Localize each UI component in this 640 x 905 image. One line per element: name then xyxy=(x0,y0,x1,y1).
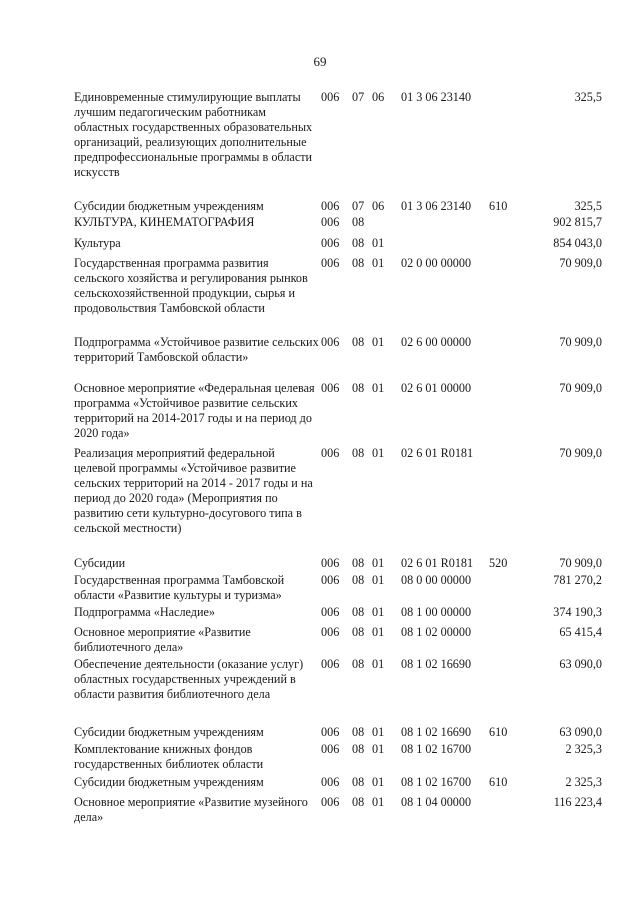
rz-code: 08 xyxy=(352,573,365,587)
csr-code: 08 1 02 16690 xyxy=(401,725,472,739)
pr-code: 01 xyxy=(372,605,385,619)
vr-code: 610 xyxy=(489,775,508,789)
vr-code: 610 xyxy=(489,199,508,213)
row-description: Единовременные стимулирующие выплаты лучшим педагогическим работникам областных государственных образовательных организаций, реализующих дополнительные предпрофессиональные программы в области искусств xyxy=(74,90,313,179)
table-row xyxy=(0,657,640,701)
table-row xyxy=(0,199,640,215)
row-description: Основное мероприятие «Развитие музейного дела» xyxy=(74,795,308,824)
pr-code: 01 xyxy=(372,742,385,756)
amount: 2 325,3 xyxy=(565,775,602,789)
row-description: Государственная программа развития сельского хозяйства и регулирования рынков сельскохозяйственной продукции, сырья и продовольствия Тамбовской области xyxy=(74,256,308,315)
rz-code: 07 xyxy=(352,199,365,213)
row-description: Государственная программа Тамбовской области «Развитие культуры и туризма» xyxy=(74,573,285,602)
table-row xyxy=(0,335,640,364)
table-row xyxy=(0,236,640,252)
amount: 325,5 xyxy=(574,90,602,104)
table-row xyxy=(0,215,640,231)
pr-code: 01 xyxy=(372,381,385,395)
glv-code: 006 xyxy=(321,256,340,270)
rz-code: 08 xyxy=(352,775,365,789)
amount: 854 043,0 xyxy=(553,236,602,250)
vr-code: 610 xyxy=(489,725,508,739)
amount: 70 909,0 xyxy=(559,446,602,460)
amount: 63 090,0 xyxy=(559,725,602,739)
row-description: Реализация мероприятий федеральной целевой программы «Устойчивое развитие сельских территорий на 2014 - 2017 годы и на период до 2020 года» (Мероприятия по развитию сети культурно-досугового типа в сельской местности) xyxy=(74,446,313,535)
csr-code: 08 1 02 16700 xyxy=(401,775,472,789)
row-description: Субсидии xyxy=(74,556,126,570)
rz-code: 08 xyxy=(352,446,365,460)
csr-code: 08 1 00 00000 xyxy=(401,605,472,619)
amount: 374 190,3 xyxy=(553,605,602,619)
table-row xyxy=(0,573,640,602)
table-row xyxy=(0,775,640,791)
glv-code: 006 xyxy=(321,605,340,619)
rz-code: 08 xyxy=(352,381,365,395)
rz-code: 08 xyxy=(352,236,365,250)
glv-code: 006 xyxy=(321,742,340,756)
rz-code: 08 xyxy=(352,605,365,619)
pr-code: 01 xyxy=(372,725,385,739)
row-description: Комплектование книжных фондов государственных библиотек области xyxy=(74,742,264,771)
table-row xyxy=(0,90,640,179)
row-description: Субсидии бюджетным учреждениям xyxy=(74,725,264,739)
table-row xyxy=(0,725,640,741)
pr-code: 06 xyxy=(372,199,385,213)
glv-code: 006 xyxy=(321,236,340,250)
csr-code: 08 1 02 00000 xyxy=(401,625,472,639)
row-description: КУЛЬТУРА, КИНЕМАТОГРАФИЯ xyxy=(74,215,255,229)
amount: 63 090,0 xyxy=(559,657,602,671)
rz-code: 08 xyxy=(352,625,365,639)
glv-code: 006 xyxy=(321,381,340,395)
amount: 2 325,3 xyxy=(565,742,602,756)
amount: 70 909,0 xyxy=(559,556,602,570)
amount: 781 270,2 xyxy=(553,573,602,587)
csr-code: 02 6 00 00000 xyxy=(401,335,472,349)
rz-code: 08 xyxy=(352,795,365,809)
rz-code: 08 xyxy=(352,725,365,739)
glv-code: 006 xyxy=(321,90,340,104)
table-row xyxy=(0,625,640,654)
glv-code: 006 xyxy=(321,725,340,739)
pr-code: 06 xyxy=(372,90,385,104)
row-description: Субсидии бюджетным учреждениям xyxy=(74,775,264,789)
rz-code: 07 xyxy=(352,90,365,104)
row-description: Подпрограмма «Устойчивое развитие сельских территорий Тамбовской области» xyxy=(74,335,319,364)
glv-code: 006 xyxy=(321,657,340,671)
table-row xyxy=(0,742,640,771)
amount: 116 223,4 xyxy=(553,795,602,809)
glv-code: 006 xyxy=(321,335,340,349)
amount: 70 909,0 xyxy=(559,381,602,395)
rz-code: 08 xyxy=(352,335,365,349)
table-row xyxy=(0,795,640,824)
pr-code: 01 xyxy=(372,625,385,639)
pr-code: 01 xyxy=(372,795,385,809)
pr-code: 01 xyxy=(372,573,385,587)
csr-code: 08 1 02 16700 xyxy=(401,742,472,756)
rz-code: 08 xyxy=(352,742,365,756)
glv-code: 006 xyxy=(321,215,340,229)
csr-code: 02 6 01 R0181 xyxy=(401,446,474,460)
csr-code: 08 1 04 00000 xyxy=(401,795,472,809)
csr-code: 08 0 00 00000 xyxy=(401,573,472,587)
amount: 902 815,7 xyxy=(553,215,602,229)
table-row xyxy=(0,605,640,621)
csr-code: 02 0 00 00000 xyxy=(401,256,472,270)
amount: 325,5 xyxy=(574,199,602,213)
table-row xyxy=(0,256,640,315)
pr-code: 01 xyxy=(372,446,385,460)
pr-code: 01 xyxy=(372,335,385,349)
row-description: Подпрограмма «Наследие» xyxy=(74,605,216,619)
glv-code: 006 xyxy=(321,795,340,809)
table-row xyxy=(0,446,640,535)
pr-code: 01 xyxy=(372,236,385,250)
page-number: 69 xyxy=(313,54,327,69)
glv-code: 006 xyxy=(321,556,340,570)
row-description: Основное мероприятие «Развитие библиотечного дела» xyxy=(74,625,251,654)
pr-code: 01 xyxy=(372,775,385,789)
csr-code: 01 3 06 23140 xyxy=(401,90,472,104)
table-row xyxy=(0,556,640,572)
glv-code: 006 xyxy=(321,775,340,789)
pr-code: 01 xyxy=(372,556,385,570)
glv-code: 006 xyxy=(321,199,340,213)
csr-code: 08 1 02 16690 xyxy=(401,657,472,671)
amount: 65 415,4 xyxy=(559,625,602,639)
rz-code: 08 xyxy=(352,215,365,229)
rz-code: 08 xyxy=(352,657,365,671)
vr-code: 520 xyxy=(489,556,508,570)
rz-code: 08 xyxy=(352,256,365,270)
glv-code: 006 xyxy=(321,625,340,639)
amount: 70 909,0 xyxy=(559,335,602,349)
csr-code: 02 6 01 R0181 xyxy=(401,556,474,570)
row-description: Культура xyxy=(74,236,121,250)
row-description: Обеспечение деятельности (оказание услуг) областных государственных учреждений в области развития библиотечного дела xyxy=(74,657,304,701)
csr-code: 02 6 01 00000 xyxy=(401,381,472,395)
pr-code: 01 xyxy=(372,657,385,671)
amount: 70 909,0 xyxy=(559,256,602,270)
pr-code: 01 xyxy=(372,256,385,270)
rz-code: 08 xyxy=(352,556,365,570)
row-description: Основное мероприятие «Федеральная целевая программа «Устойчивое развитие сельских территорий на 2014-2017 годы и на период до 2020 года» xyxy=(74,381,315,440)
glv-code: 006 xyxy=(321,573,340,587)
glv-code: 006 xyxy=(321,446,340,460)
csr-code: 01 3 06 23140 xyxy=(401,199,472,213)
row-description: Субсидии бюджетным учреждениям xyxy=(74,199,264,213)
table-row xyxy=(0,381,640,440)
